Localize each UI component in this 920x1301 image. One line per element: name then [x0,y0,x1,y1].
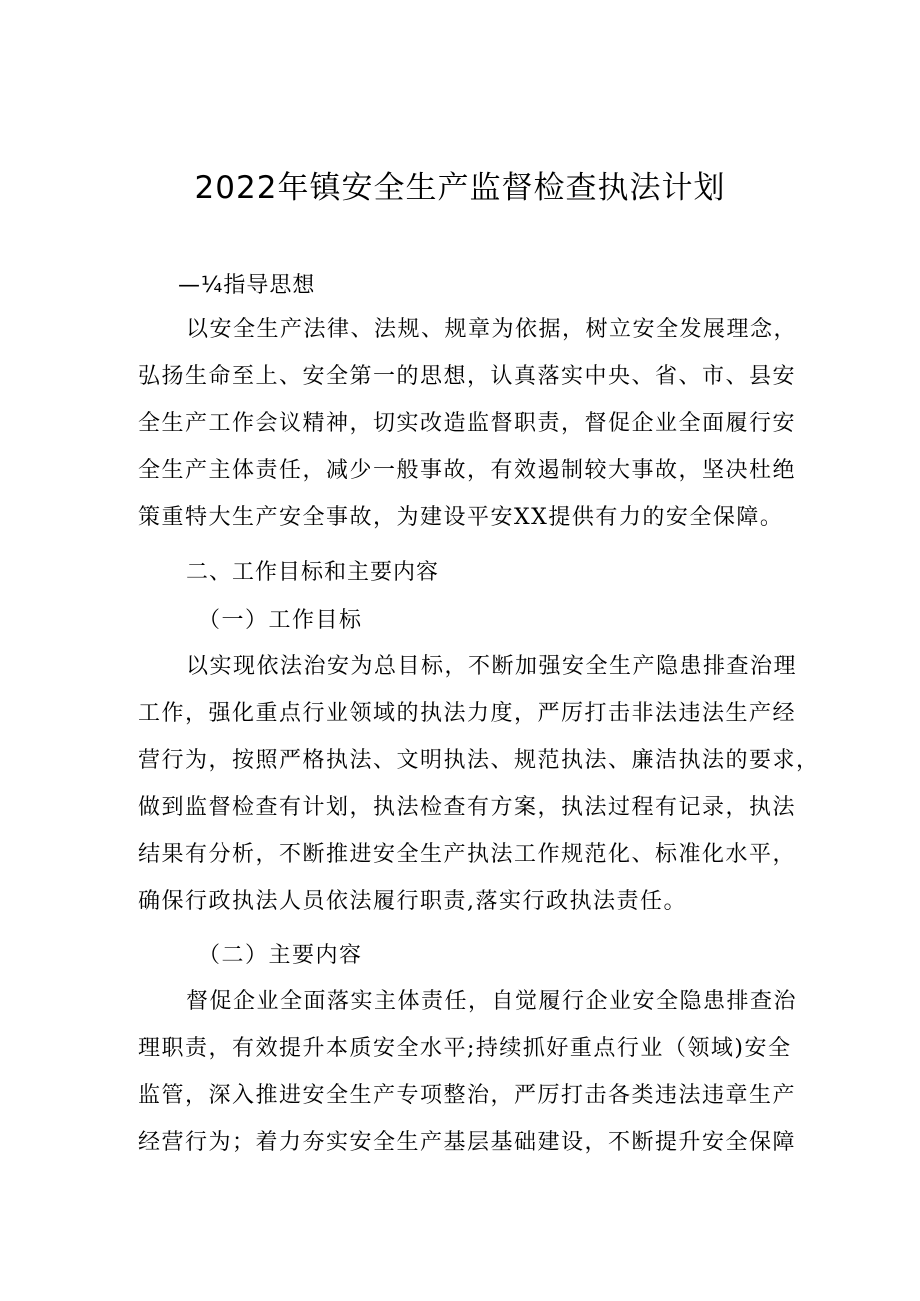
paragraph-line: 理职责，有效提升本质安全水平;持续抓好重点行业（领域)安全 [138,1036,792,1061]
paragraph-line: 营行为，按照严格执法、文明执法、规范执法、廉洁执法的要求， [138,748,820,773]
paragraph-line: 监管，深入推进安全生产专项整治，严厉打击各类违法违章生产 [138,1083,797,1108]
paragraph-line: 督促企业全面落实主体责任，自觉履行企业安全隐患排查治 [186,989,798,1014]
section-heading-goals-content: 二、工作目标和主要内容 [186,560,440,585]
paragraph-line: 确保行政执法人员依法履行职责,落实行政执法责任。 [138,889,687,914]
paragraph-line: 工作，强化重点行业领域的执法力度，严厉打击非法违法生产经 [138,701,797,726]
paragraph-line: 弘扬生命至上、安全第一的思想，认真落实中央、省、市、县安 [138,364,797,389]
paragraph-line: 结果有分析，不断推进安全生产执法工作规范化、标准化水平， [138,842,797,867]
paragraph-line: 全生产工作会议精神，切实改造监督职责，督促企业全面履行安 [138,411,797,436]
section-heading-guiding-thought: —¼指导思想 [178,273,316,298]
paragraph-line: 策重特大生产安全事故，为建设平安XX提供有力的安全保障。 [138,505,784,530]
subsection-heading-main-content: （二）主要内容 [198,943,363,968]
document-title: 2022年镇安全生产监督检查执法计划 [194,170,726,206]
paragraph-line: 经营行为；着力夯实安全生产基层基础建设，不断提升安全保障 [138,1130,797,1155]
subsection-heading-work-goals: （一）工作目标 [198,608,363,633]
paragraph-line: 做到监督检查有计划，执法检查有方案，执法过程有记录，执法 [138,795,797,820]
paragraph-line: 全生产主体责任，减少一般事故，有效遏制较大事故，坚决杜绝 [138,458,797,483]
paragraph-line: 以实现依法治安为总目标，不断加强安全生产隐患排查治理 [186,654,798,679]
paragraph-line: 以安全生产法律、法规、规章为依据，树立安全发展理念， [186,317,798,342]
